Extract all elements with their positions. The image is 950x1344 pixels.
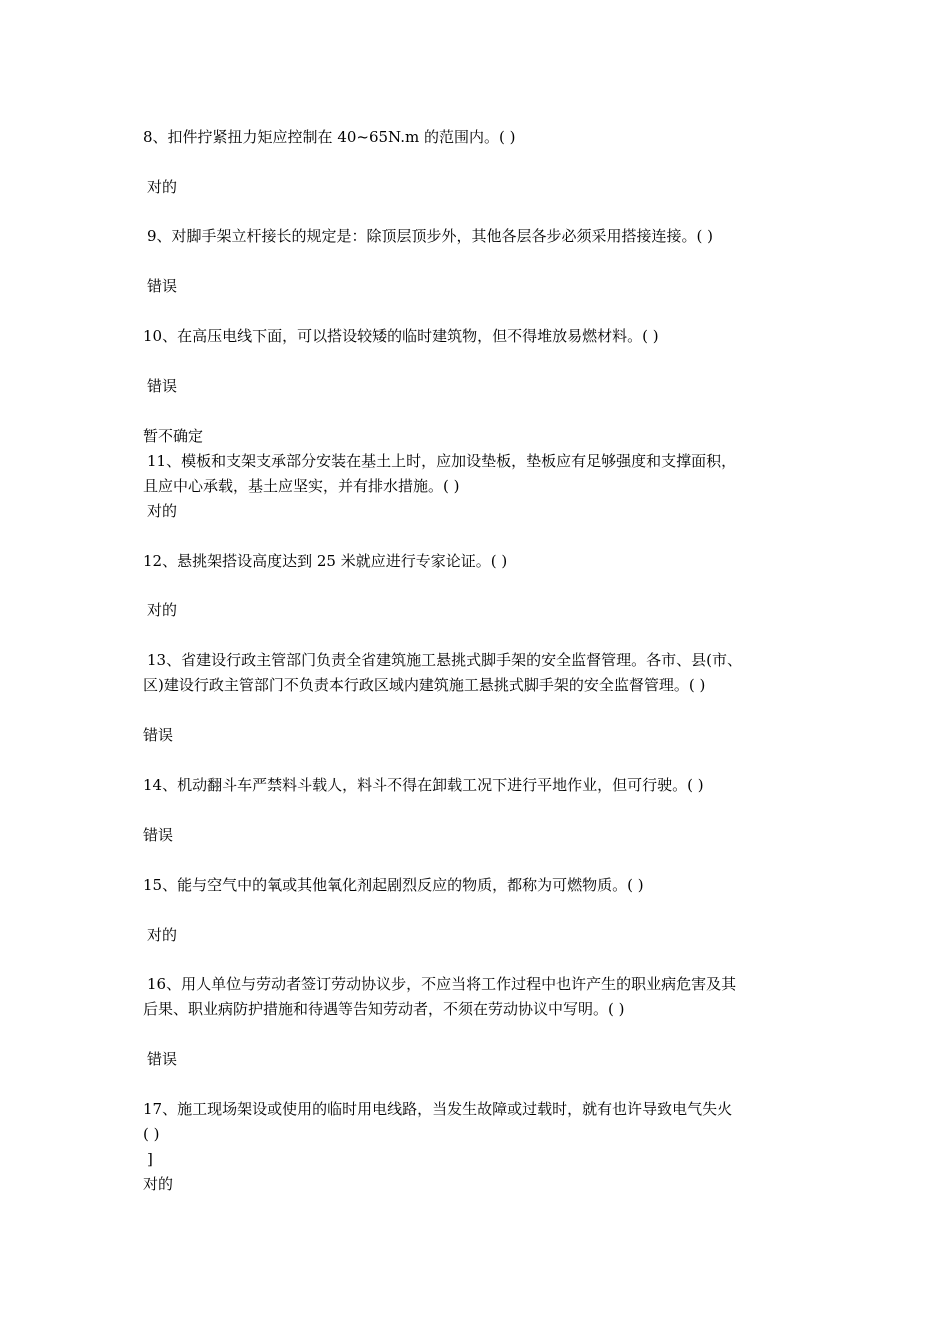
question-11-line-1: 11、模板和支架支承部分安装在基土上时，应加设垫板，垫板应有足够强度和支撑面积，: [147, 452, 737, 470]
question-11-line-2: 且应中心承载，基土应坚实，并有排水措施。( ): [143, 477, 460, 495]
question-13-line-1: 13、省建设行政主管部门负责全省建筑施工悬挑式脚手架的安全监督管理。各市、县(市、: [147, 651, 742, 669]
question-15: 15、能与空气中的氧或其他氧化剂起剧烈反应的物质，都称为可燃物质。( ): [143, 876, 644, 894]
note-uncertain: 暂不确定: [143, 427, 204, 445]
answer-11: 对的: [147, 502, 178, 520]
question-17-line-2: ( ): [143, 1125, 160, 1143]
question-17-line-1: 17、施工现场架设或使用的临时用电线路，当发生故障或过载时，就有也许导致电气失火: [143, 1100, 733, 1118]
question-10: 10、在高压电线下面，可以搭设较矮的临时建筑物，但不得堆放易燃材料。( ): [143, 327, 659, 345]
question-14: 14、机动翻斗车严禁料斗载人，料斗不得在卸载工况下进行平地作业，但可行驶。( ): [143, 776, 704, 794]
answer-9: 错误: [147, 277, 178, 295]
question-9: 9、对脚手架立杆接长的规定是：除顶层顶步外，其他各层各步必须采用搭接连接。( ): [147, 227, 714, 245]
answer-10: 错误: [147, 377, 178, 395]
answer-14: 错误: [143, 826, 174, 844]
question-13-line-2: 区)建设行政主管部门不负责本行政区域内建筑施工悬挑式脚手架的安全监督管理。( ): [143, 676, 706, 694]
question-8: 8、扣件拧紧扭力矩应控制在 40~65N.m 的范围内。( ): [143, 128, 516, 146]
question-12: 12、悬挑架搭设高度达到 25 米就应进行专家论证。( ): [143, 552, 508, 570]
answer-8: 对的: [147, 178, 178, 196]
answer-17: 对的: [143, 1175, 174, 1193]
answer-13: 错误: [143, 726, 174, 744]
answer-12: 对的: [147, 601, 178, 619]
question-16-line-1: 16、用人单位与劳动者签订劳动协议步，不应当将工作过程中也许产生的职业病危害及其: [147, 975, 737, 993]
answer-16: 错误: [147, 1050, 178, 1068]
answer-15: 对的: [147, 926, 178, 944]
question-17-bracket: ]: [147, 1150, 153, 1168]
question-16-line-2: 后果、职业病防护措施和待遇等告知劳动者，不须在劳动协议中写明。( ): [143, 1000, 625, 1018]
